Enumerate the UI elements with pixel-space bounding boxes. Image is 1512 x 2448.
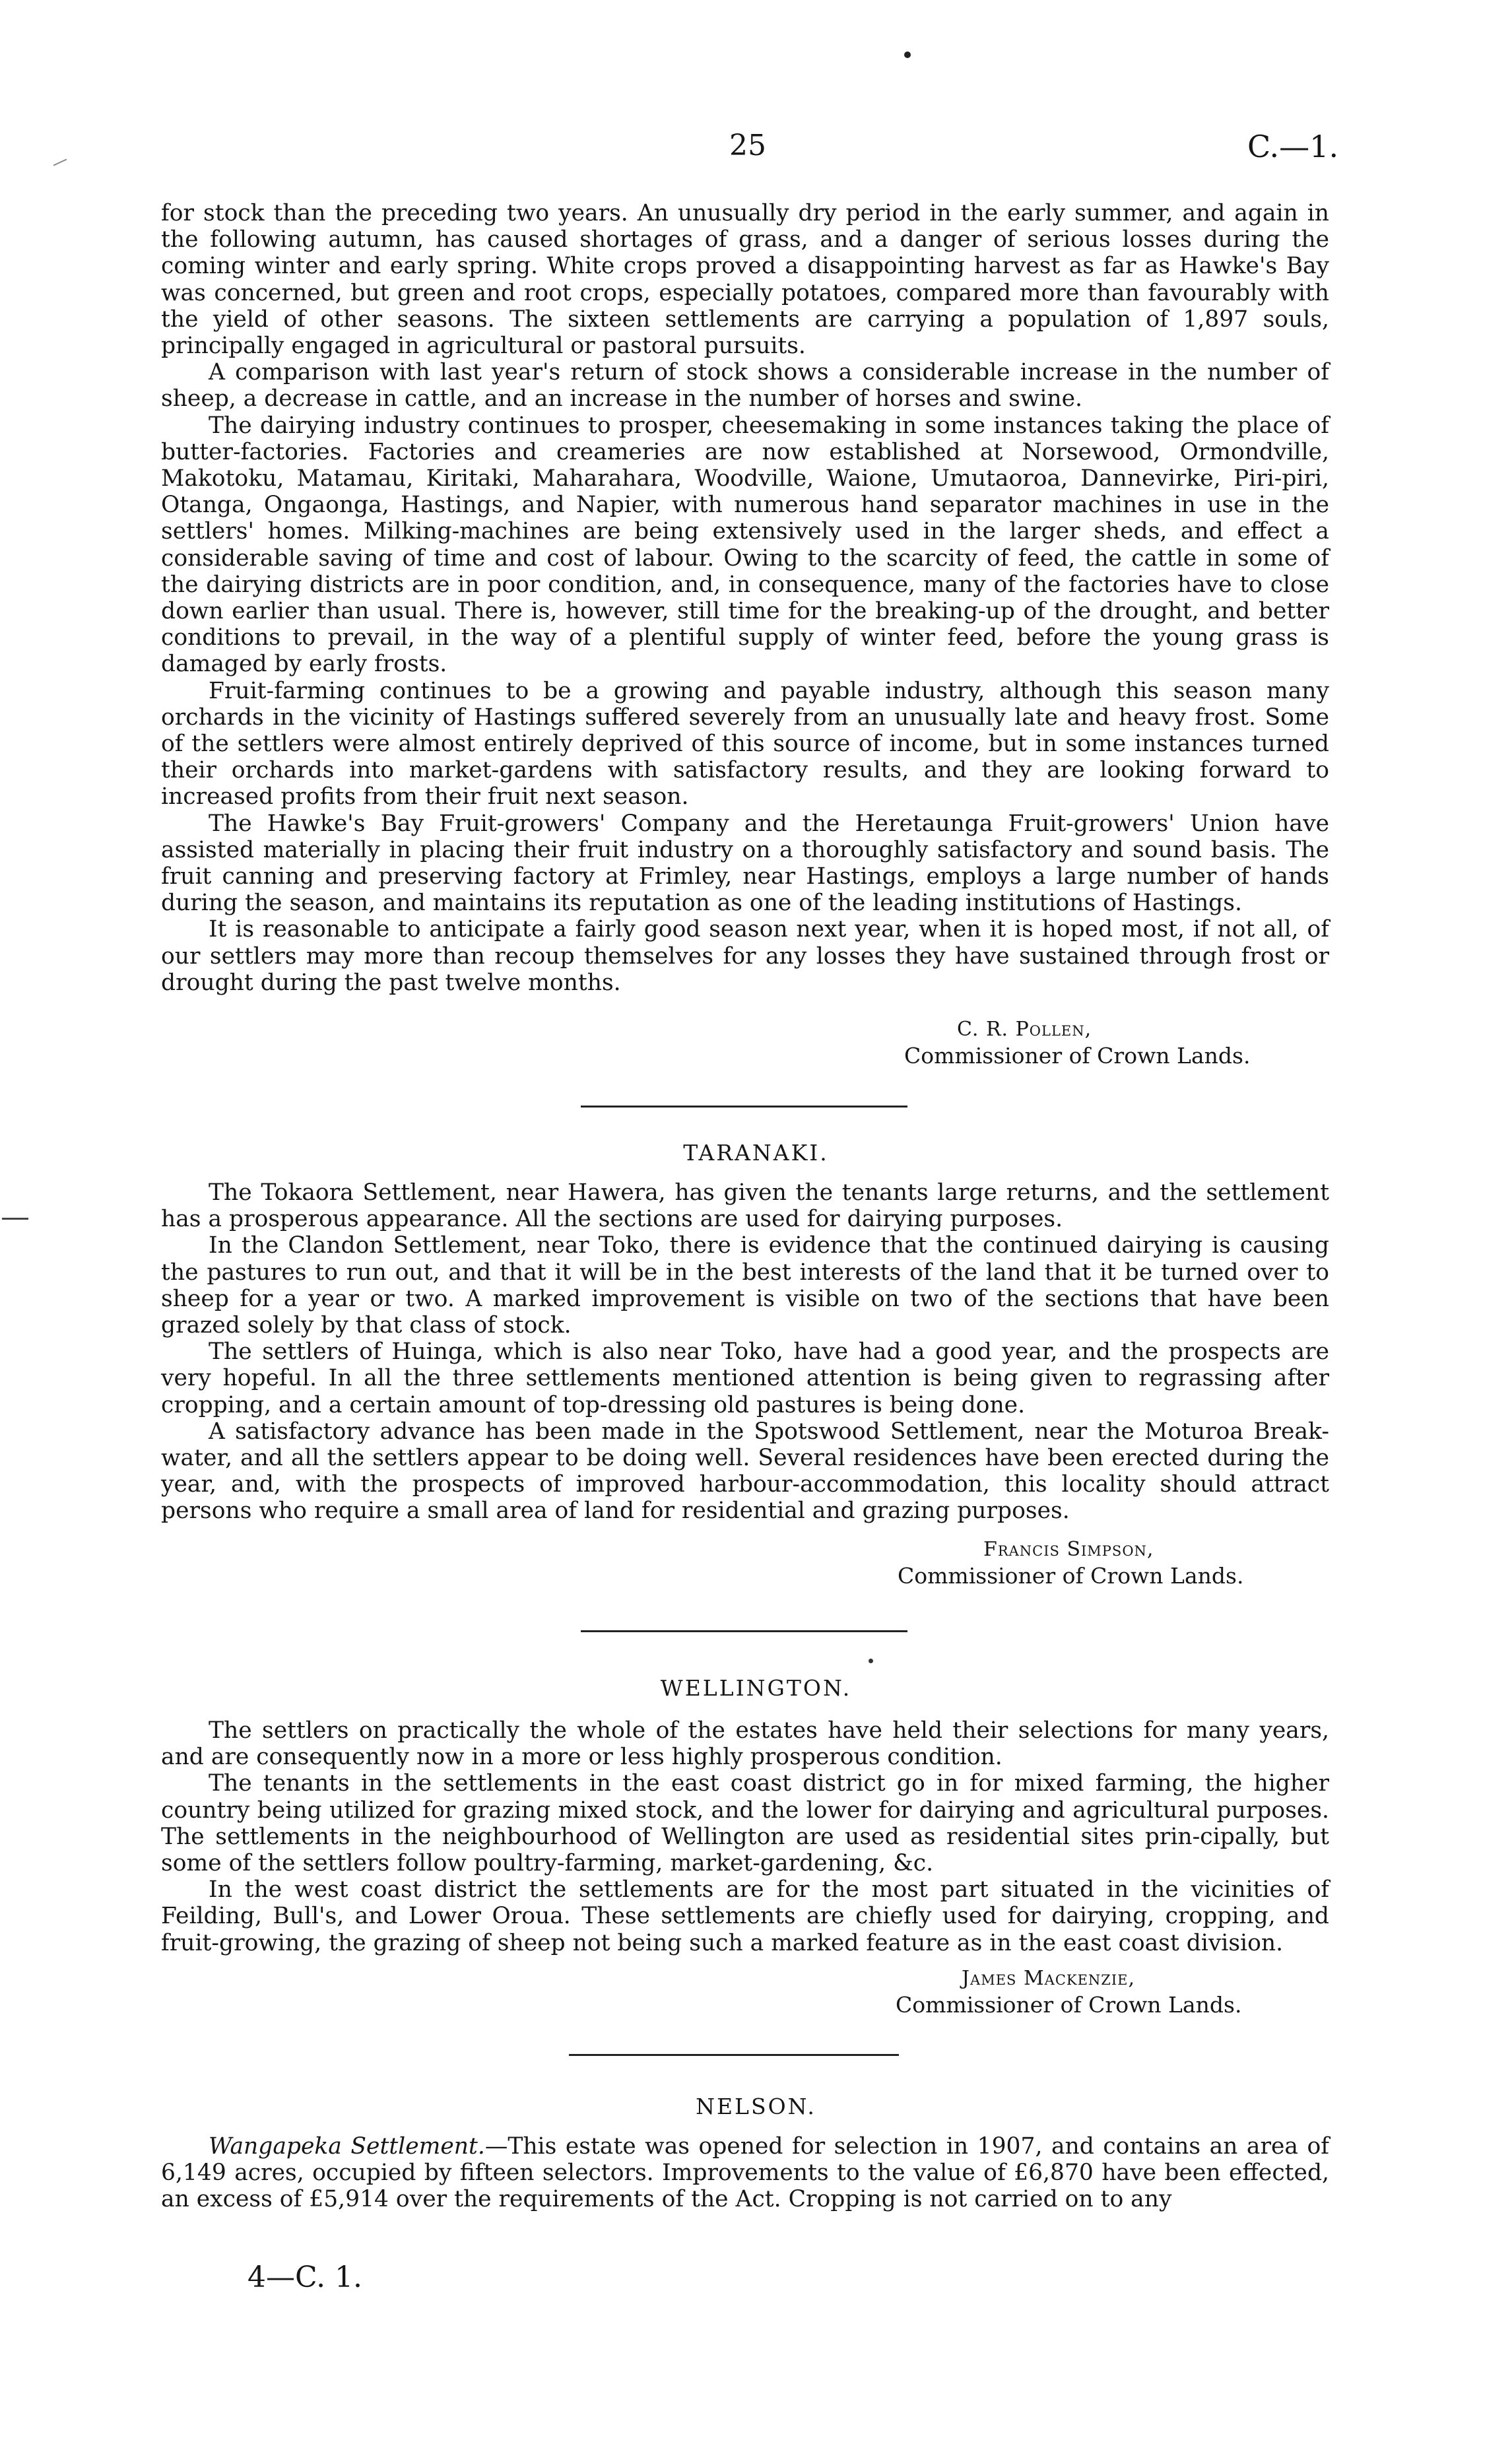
paragraph (161, 2133, 1329, 2213)
section-divider (569, 2054, 899, 2056)
paragraph: Fruit-farming continues to be a growing and payable industry, although this season many orchards in the vicinity of Hastings suffered severely from an unusually late and heavy frost. Some of the settlers were almost entirely deprived of this source of income, but in some instances turned their orchards into market-gardens with satisfactory results, and they are looking forward to increased profits from their fruit next season. (161, 677, 1329, 810)
paragraph: The Hawke's Bay Fruit-growers' Company and the Heretaunga Fruit-growers' Union have assisted materially in placing their fruit industry on a thoroughly satisfactory and sound basis. The fruit canning and preserving factory at Frimley, near Hastings, employs a large number of hands during the season, and maintains its reputation as one of the leading institutions of Hastings. (161, 810, 1329, 917)
paragraph: A satisfactory advance has been made in the Spotswood Settlement, near the Moturoa Break-water, and all the settlers appear to be doing well. Several residences have been erected during the year, and, with the prospects of improved harbour-accommodation, this locality should attract persons who require a small area of land for residential and grazing purposes. (161, 1418, 1329, 1525)
signature-block (896, 1966, 1241, 2018)
signatory-title: Commissioner of Crown Lands. (898, 1563, 1244, 1589)
paragraph: for stock than the preceding two years. An unusually dry period in the early summer, and again in the following autumn, has caused shortages of grass, and a danger of serious losses during the coming winter and early spring. White crops proved a disappointing harvest as far as Hawke's Bay was concerned, but green and root crops, especially potatoes, compared more than favourably with the yield of other seasons. The sixteen settlements are carrying a population of 1,897 souls, principally engaged in agricultural or pastoral pursuits. (161, 200, 1329, 360)
section-heading: TARANAKI. (683, 1140, 829, 1166)
wellington-section (161, 1717, 1329, 1956)
nelson-section (161, 2133, 1329, 2213)
margin-mark (2, 1218, 28, 1220)
scan-dot (904, 51, 911, 58)
taranaki-section (161, 1179, 1329, 1525)
signatory-name: Francis Simpson, (983, 1538, 1154, 1561)
page-number: 25 (729, 129, 766, 162)
paragraph-body: —This estate was opened for selection in 1907, and contains an area of 6,149 acres, occupied by fifteen selectors. Improvements to the value of £6,870 have been effected, an excess of £5,914 over the requirements of the Act. Cropping is not carried on to any (161, 2133, 1329, 2213)
signatory-name: James Mackenzie, (962, 1967, 1136, 1990)
signature-mark: 4—C. 1. (247, 2261, 363, 2294)
paragraph: In the Clandon Settlement, near Toko, there is evidence that the continued dairying is causing the pastures to run out, and that it will be in the best interests of the land that it be turned over to sheep for a year or two. A marked improvement is visible on two of the sections that have been grazed solely by that class of stock. (161, 1232, 1329, 1339)
signatory-title: Commissioner of Crown Lands. (904, 1043, 1251, 1069)
paragraph: In the west coast district the settlements are for the most part situated in the vicinities of Feilding, Bull's, and Lower Oroua. These settlements are chiefly used for dairying, cropping, and fruit-growing, the grazing of sheep not being such a marked feature as in the east coast division. (161, 1876, 1329, 1956)
section-heading: WELLINGTON. (660, 1675, 852, 1701)
signature-block (898, 1537, 1243, 1589)
section-heading: NELSON. (696, 2094, 816, 2119)
section-divider (581, 1630, 907, 1632)
paragraph: The Tokaora Settlement, near Hawera, has given the tenants large returns, and the settlement has a prosperous appearance. All the sections are used for dairying purposes. (161, 1179, 1329, 1233)
paragraph: A comparison with last year's return of stock shows a considerable increase in the number of sheep, a decrease in cattle, and an increase in the number of horses and swine. (161, 359, 1329, 413)
signature-block (904, 1016, 1250, 1069)
scan-dot (869, 1659, 873, 1663)
margin-mark (53, 158, 67, 166)
document-reference: C.—1. (1247, 129, 1339, 164)
paragraph: The settlers on practically the whole of the estates have held their selections for many years, and are consequently now in a more or less highly prosperous condition. (161, 1717, 1329, 1771)
paragraph: The dairying industry continues to prosper, cheesemaking in some instances taking the place of butter-factories. Factories and creameries are now established at Norsewood, Ormondville, Makotoku, Matamau, Kiritaki, Maharahara, Woodville, Waione, Umutaoroa, Dannevirke, Piri-piri, Otanga, Ongaonga, Hastings, and Napier, with numerous hand separator machines in use in the settlers' homes. Milking-machines are being extensively used in the larger sheds, and effect a considerable saving of time and cost of labour. Owing to the scarcity of feed, the cattle in some of the dairying districts are in poor condition, and, in consequence, many of the factories have to close down earlier than usual. There is, however, still time for the breaking-up of the drought, and better conditions to prevail, in the way of a plentiful supply of winter feed, before the young grass is damaged by early frosts. (161, 412, 1329, 678)
paragraph: The settlers of Huinga, which is also near Toko, have had a good year, and the prospects are very hopeful. In all the three settlements mentioned attention is being given to regrassing after cropping, and a certain amount of top-dressing old pastures is being done. (161, 1339, 1329, 1418)
paragraph: The tenants in the settlements in the east coast district go in for mixed farming, the higher country being utilized for grazing mixed stock, and the lower for dairying and agricultural purposes. The settlements in the neighbourhood of Wellington are used as residential sites prin-cipally, but some of the settlers follow poultry-farming, market-gardening, &c. (161, 1770, 1329, 1877)
paragraph: It is reasonable to anticipate a fairly good season next year, when it is hoped most, if not all, of our settlers may more than recoup themselves for any losses they have sustained through frost or drought during the past twelve months. (161, 916, 1329, 996)
paragraph-lead: Wangapeka Settlement. (209, 2133, 485, 2160)
signatory-name: C. R. Pollen, (957, 1018, 1092, 1041)
hawkes-bay-section (161, 200, 1329, 996)
section-divider (581, 1106, 907, 1108)
signatory-title: Commissioner of Crown Lands. (896, 1992, 1242, 2018)
